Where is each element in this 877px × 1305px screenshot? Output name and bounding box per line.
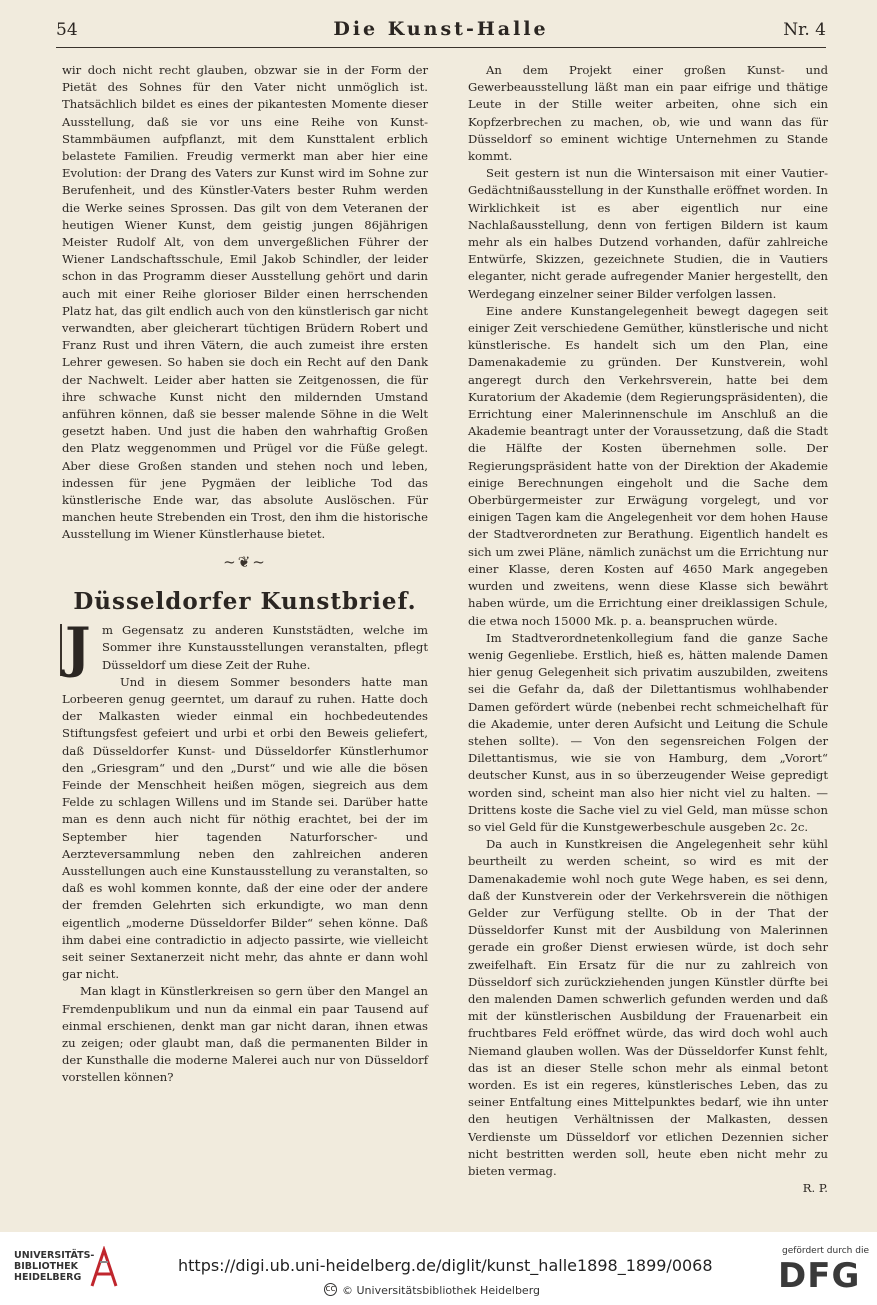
university-name: UNIVERSITÄTS- BIBLIOTHEK HEIDELBERG [14,1250,95,1283]
copyright-icon: cc [325,1284,336,1294]
page-number: 54 [56,20,78,40]
paragraph: Und in diesem Sommer besonders hatte man Lorbeeren genug geerntet, um darauf zu ruhen. Hatte doch der Malkasten wieder einmal ein hochbedeutendes Stiftungsfest gefeiert und urbi et orbi den Beweis geliefert, daß Düsseldorfer Kunst- und Düsseldorfer Künstlerhumor den „Griesgram“ und den „Durst“ und wie alle die bösen Feinde der Menschheit heißen mögen, siegreich aus dem Felde zu schlagen Willens und im Stande sei. Darüber hatte man es denn auch nicht für nöthig erachtet, bei der im September hier tagenden Naturforscher- und Aerzteversammlung neben den zahlreichen anderen Ausstellungen auch eine Kunstausstellung zu veranstalten, so daß es wohl kommen konnte, daß der eine oder der andere der fremden Gelehrten sich erkundigte, wo man denn eigentlich „moderne Düsseldorfer Bilder“ sehen könne. Daß ihm dabei eine contradictio in adjecto passirte, wie vielleicht seit seiner Sextanerzeit nicht mehr, das ahnte er dann wohl gar nicht. [62,674,428,982]
issue-number: Nr. 4 [783,20,826,40]
funded-by-label: gefördert durch die [782,1246,869,1256]
paragraph: Eine andere Kunstangelegenheit bewegt dagegen seit einiger Zeit verschiedene Gemüther, künstlerische und nicht künstlerische. Es handelt sich um den Plan, eine Damenakademie zu gründen. Der Kunstverein, wohl angeregt durch den Verkehrsverein, hatte bei dem Kuratorium der Akademie (dem Regierungspräsidenten), die Errichtung einer Malerinnenschule im Anschluß an die Akademie beantragt unter der Voraussetzung, daß die Stadt die Hälfte der Kosten übernehmen solle. Der Regierungspräsident hatte von der Direktion der Akademie einige Berechnungen eingeholt und die Sache dem Oberbürgermeister zur Erwägung vorgelegt, und vor einigen Tagen kam die Angelegenheit vor dem hohen Hause der Stadtverordneten zur Berathung. Eigentlich handelt es sich um zwei Pläne, nämlich zunächst um die Errichtung nur einer Klasse, deren Kosten auf 4650 Mark angegeben wurden und zweitens, wenn diese Klasse sich bewährt haben würde, um die Errichtung einer dreiklassigen Schule, die etwa noch 15000 Mk. p. a. beanspruchen würde. [468,303,828,628]
paragraph: Da auch in Kunstkreisen die Angelegenheit sehr kühl beurtheilt zu werden scheint, so wird es mit der Damenakademie wohl noch gute Wege haben, es sei denn, daß der Kunstverein oder der Verkehrsverein die nöthigen Gelder zur Verfügung stellte. Ob in der That der Düsseldorfer Kunst mit der Ausbildung von Malerinnen gerade ein großer Dienst erwiesen würde, ist doch sehr zweifelhaft. Ein Ersatz für die nur zu zahlreich von Düsseldorf sich zurückziehenden jungen Künstler dürfte bei den malenden Damen schwerlich gefunden werden und daß mit der künstlerischen Ausbildung der Frauenarbeit ein fruchtbares Feld eröffnet würde, das wird doch wohl auch Niemand glauben wollen. Was der Düsseldorfer Kunst fehlt, das ist an dieser Stelle schon mehr als einmal betont worden. Es ist ein regeres, künstlerisches Leben, das zu seiner Entfaltung eines Mittelpunktes bedarf, wie ihn unter den heutigen Verhältnissen der Malkasten, dessen Verdienste um Düsseldorf vor etlichen Dezennien sicher nicht bestritten werden soll, heute eben nicht mehr zu bieten vermag. [468,837,828,1178]
paragraph: Seit gestern ist nun die Wintersaison mit einer Vautier-Gedächtnißausstellung in der Kunsthalle eröffnet worden. In Wirklichkeit ist es aber eigentlich nur eine Nachlaßausstellung, denn von fertigen Bildern ist kaum mehr als ein halbes Dutzend vorhanden, dafür zahlreiche Entwürfe, Skizzen, gezeichnete Studien, die in Vautiers eleganter, nicht gerade aufregender Manier hergestellt, den Werdegang einzelner seiner Bilder verfolgen lassen. [468,166,828,301]
paragraph: An dem Projekt einer großen Kunst- und Gewerbeausstellung läßt man ein paar eifrige und thätige Leute in der Stille weiter arbeiten, ohne sich ein Kopfzerbrechen zu machen, ob, wie und wann das für Düsseldorf so eminent wichtige Unternehmen zu Stande kommt. [468,63,828,164]
author-signature: R. P. [802,1181,828,1196]
page-header [56,18,826,44]
section-title: Düsseldorfer Kunstbrief. [73,587,417,615]
journal-title: Die Kunst-Halle [333,18,549,40]
copyright-text: © Universitätsbibliothek Heidelberg [342,1284,541,1297]
first-paragraph [62,615,428,680]
source-url-link[interactable]: https://digi.ub.uni-heidelberg.de/diglit/kunst_halle1898_1899/0068 [178,1256,713,1275]
ornament-divider: ~❦~ [223,552,267,571]
footer-bar [0,1232,877,1305]
paragraph: m Gegensatz zu anderen Kunststädten, welche im Sommer ihre Kunstausstellungen veranstalten, pflegt Düsseldorf um diese Zeit der Ruhe. [102,623,428,672]
header-rule [56,47,826,48]
dfg-logo: DFG [778,1256,861,1296]
university-logo-icon [86,1246,122,1290]
paragraph: wir doch nicht recht glauben, obzwar sie in der Form der Pietät des Sohnes für den Vater nicht unmöglich ist. Thatsächlich bildet es eines der pikantesten Momente dieser Ausstellung, daß sie vor uns eine Reihe von Kunst-Stammbäumen aufpflanzt, mit dem Kunsttalent erblich belastete Familien. Freudig vermerkt man aber hier eine Evolution: der Drang des Vaters zur Kunst wird im Sohne zur Berufenheit, und des Künstler-Vaters bester Ruhm werden die Werke seines Sprossen. Das gilt von dem Veteranen der heutigen Wiener Kunst, dem geistig jungen 86jährigen Meister Rudolf Alt, von dem unvergeßlichen Führer der Wiener Landschaftsschule, Emil Jakob Schindler, der leider schon in das Programm dieser Ausstellung gehört und darin auch mit einer Reihe glorioser Bilder einen herrschenden Platz hat, das gilt endlich auch von den künstlerisch gar nicht verwandten, aber gleicherart tüchtigen Brüdern Robert und Franz Rust und ihren Vätern, die auch zumeist ihre ersten Lehrer gewesen. So haben sie doch ein Recht auf den Dank der Nachwelt. Leider aber hatten sie Zeitgenossen, die für ihre schwache Kunst nicht den mildernden Umstand anführen können, daß sie besser malende Söhne in die Welt gesetzt haben. Und just die haben den wahrhaftig Großen den Platz weggenommen und Prügel vor die Füße gelegt. Aber diese Großen standen und stehen noch und leben, indessen für jene Pygmäen der leibliche Tod das künstlerische Ende war, das absolute Auslöschen. Für manchen heute Strebenden ein Trost, den ihm die historische Ausstellung im Wiener Künstlerhause bietet. [62,63,428,542]
left-column [62,62,428,1087]
right-column [468,62,828,1197]
paragraph: Im Stadtverordnetenkollegium fand die ganze Sache wenig Gegenliebe. Erstlich, hieß es, hätten malende Damen hier genug Gelegenheit sich privatim auszubilden, zweitens sei die Gefahr da, daß der Dilettantismus wohlhabender Damen gefördert würde (nebenbei recht schmeichelhaft für die Akademie, unter deren Aufsicht und Leitung die Schule stehen sollte). — Von den segensreichen Folgen der Dilettantismus, wie sie von Hamburg, dem „Vorort“ deutscher Kunst, aus in so überzeugender Weise gepredigt worden sind, scheint man also hier nicht viel zu halten. — Drittens koste die Sache viel zu viel Geld, man müsse schon so viel Geld für die Kunstgewerbeschule ausgeben 2c. 2c. [468,630,828,834]
drop-cap: J [60,624,96,676]
paragraph: Man klagt in Künstlerkreisen so gern über den Mangel an Fremdenpublikum und nun da einmal ein paar Tausend auf einmal erschienen, denkt man gar nicht daran, ihnen etwas zu zeigen; oder glaubt man, daß die permanenten Bilder in der Kunsthalle die moderne Malerei auch nur von Düsseldorf vorstellen können? [62,984,428,1085]
